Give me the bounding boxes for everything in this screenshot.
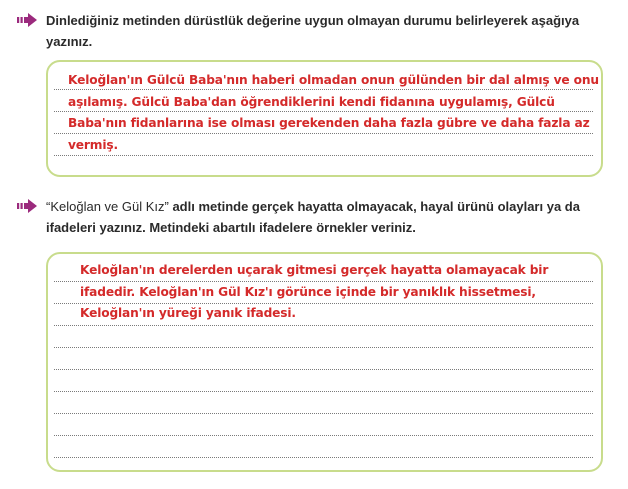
question-2 (17, 196, 617, 238)
writing-line (54, 369, 593, 370)
question-2-quote: “Keloğlan ve Gül Kız” (46, 199, 169, 214)
writing-line (54, 413, 593, 414)
writing-line (54, 325, 593, 326)
writing-line (54, 391, 593, 392)
arrow-bullet-icon (17, 13, 37, 27)
answer-2-text: Keloğlan'ın derelerden uçarak gitmesi gerçek hayatta olamayacak bir ifadedir. Keloğlan'ın Gül Kız'ı görünce içinde bir yanıklık hissetmesi, Keloğlan'ın yüreği yanık ifadesi. (80, 263, 549, 320)
question-1-text: Dinlediğiniz metinden dürüstlük değerine uygun olmayan durumu belirleyerek aşağıya yazınız. (46, 13, 580, 49)
writing-line (54, 435, 593, 436)
question-2-text (17, 196, 617, 238)
arrow-bullet-icon (17, 199, 37, 213)
question-2-body: adlı metinde gerçek hayatta olmayacak, hayal ürünü olayları ya da ifadeleri yazınız. Metindeki abartılı ifadelere örnekler veriniz. (46, 199, 580, 235)
answer-1-text: Keloğlan'ın Gülcü Baba'nın haberi olmadan onun gülünden bir dal almış ve onu aşılamış. Gülcü Baba'dan öğrendiklerini kendi fidanına uygulamış, Gülcü Baba'nın fidanlarına ise olması gerekenden daha fazla gübre ve daha fazla az vermiş. (68, 73, 599, 152)
answer-box-2[interactable] (46, 252, 603, 472)
writing-line (54, 347, 593, 348)
question-1 (17, 10, 617, 52)
writing-line (54, 457, 593, 458)
answer-box-1[interactable] (46, 60, 603, 177)
